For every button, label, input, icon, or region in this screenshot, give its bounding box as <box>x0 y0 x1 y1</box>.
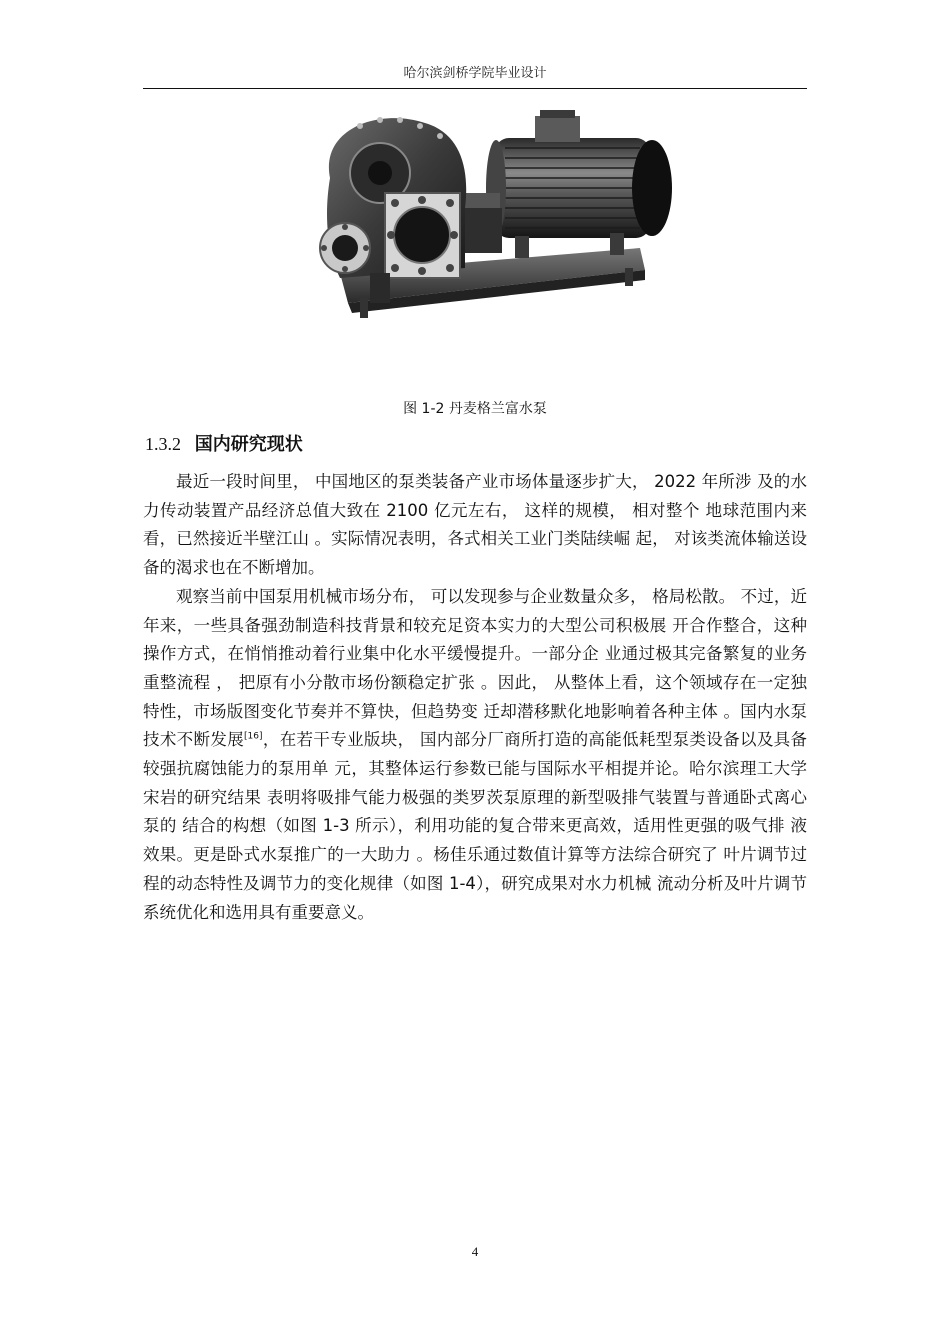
paragraph-2-part-2: ，在若干专业版块， 国内部分厂商所打造的高能低耗型泵类设备以及具备较强抗腐蚀能力的泵用单 元，其整体运行参数已能与国际水平相提并论。哈尔滨理工大学宋岩的研究结果 表明将吸排气能力极强的类罗茨泵原理的新型吸排气装置与普通卧式离心泵的 结合的构想（如图 1-3 所示），利用功能的复合带来更高效，适用性更强的吸气排 液效果。更是卧式水泵推广的一大助力 。杨佳乐通过数值计算等方法综合研究了 叶片调节过程的动态特性及调节力的变化规律（如图 1-4），研究成果对水力机械 流动分析及叶片调节系统优化和选用具有重要意义。 <box>143 730 808 922</box>
body-text <box>143 468 807 927</box>
page-header: 哈尔滨剑桥学院毕业设计 <box>403 66 547 81</box>
figure-caption: 图 1-2 丹麦格兰富水泵 <box>403 401 547 417</box>
pump-image <box>300 98 680 398</box>
paragraph-1: 最近一段时间里， 中国地区的泵类装备产业市场体量逐步扩大， 2022 年所涉 及的水力传动装置产品经济总值大致在 2100 亿元左右， 这样的规模， 相对整个 地球范围内来看，已然接近半壁江山 。实际情况表明，各式相关工业门类陆续崛 起， 对该类流体输送设备的渴求也在不断增加。 <box>143 472 807 578</box>
pump-figure <box>300 98 680 398</box>
section-number: 1.3.2 <box>145 434 181 454</box>
paragraph-2-part-1: 观察当前中国泵用机械市场分布， 可以发现参与企业数量众多， 格局松散。 不过，近年来，一些具备强劲制造科技背景和较充足资本实力的大型公司积极展 开合作整合，这种操作方式，在悄悄推动着行业集中化水平缓慢提升。一部分企 业通过极其完备繁复的业务重整流程 ， 把原有小分散市场份额稳定扩张 。因此， 从整体上看，这个领域存在一定独特性，市场版图变化节奏并不算快，但趋势变 迁却潜移默化地影响着各种主体 。国内水泵技术不断发展 <box>143 586 807 750</box>
section-title: 国内研究现状 <box>194 434 303 455</box>
citation-ref: [16] <box>244 731 263 742</box>
paragraph-2 <box>143 583 807 927</box>
section-heading <box>145 430 303 456</box>
header-rule <box>143 88 807 89</box>
page-number: 4 <box>471 1244 479 1259</box>
